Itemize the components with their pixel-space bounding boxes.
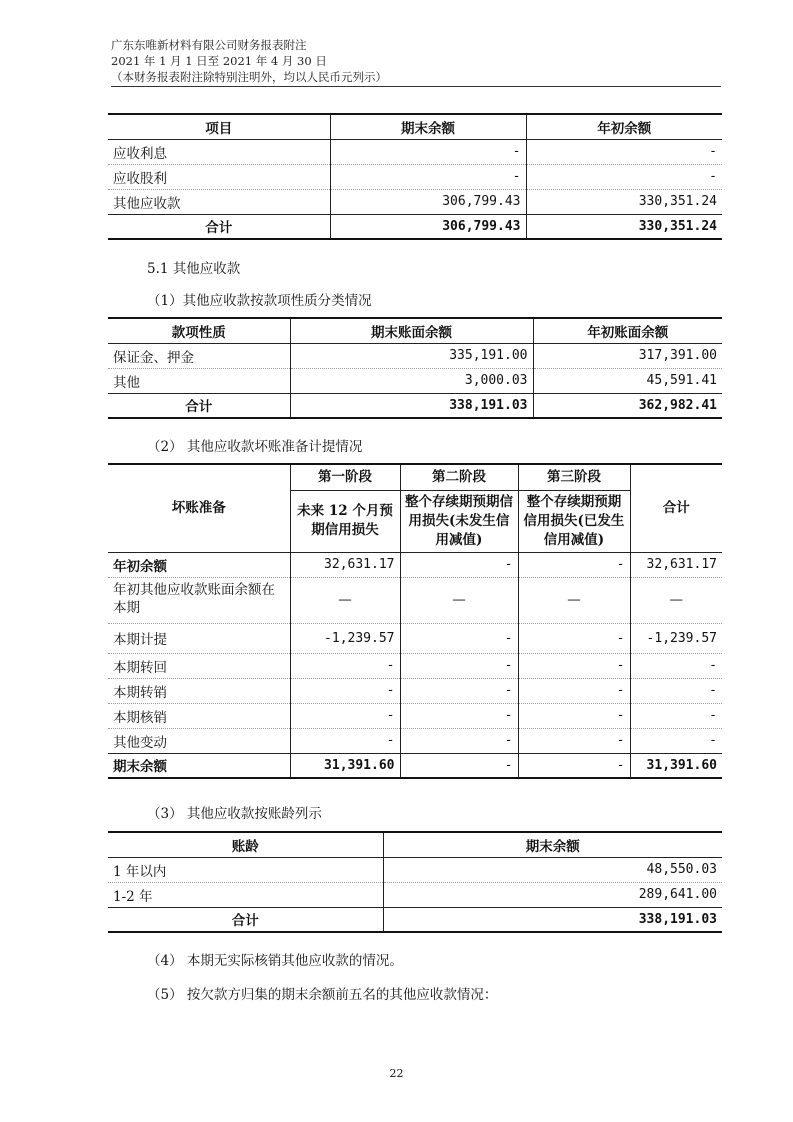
- table-row: [108, 189, 722, 214]
- row-label: 年初余额: [108, 552, 290, 577]
- table-row: [108, 552, 722, 577]
- stage2-value: —: [400, 577, 518, 623]
- opening-balance: -: [526, 164, 722, 189]
- bad-debt-provision-table: [108, 463, 722, 779]
- stage3-value: -: [518, 678, 630, 703]
- total-value: -: [630, 703, 722, 728]
- column-header: 年初账面余额: [533, 318, 722, 343]
- stage-header-row: [108, 464, 722, 490]
- column-header: 款项性质: [108, 318, 290, 343]
- stage1-value: —: [290, 577, 400, 623]
- stage1-value: -: [290, 728, 400, 753]
- table-total-row: [108, 214, 722, 239]
- total-label: 合计: [108, 393, 290, 418]
- table-row: [108, 139, 722, 164]
- section-title: 5.1 其他应收款: [147, 261, 241, 277]
- table-header-row: [108, 318, 722, 343]
- total-value: -: [630, 678, 722, 703]
- total-ending: 306,799.43: [330, 214, 526, 239]
- row-label: 保证金、押金: [108, 343, 290, 368]
- ending-balance: 48,550.03: [383, 857, 722, 882]
- total-label: 合计: [108, 214, 330, 239]
- ending-balance: -: [330, 164, 526, 189]
- row-label: 应收利息: [108, 139, 330, 164]
- opening-balance: -: [526, 139, 722, 164]
- ending-balance: 289,641.00: [383, 882, 722, 907]
- total-value: 31,391.60: [630, 753, 722, 778]
- stage3-value: -: [518, 653, 630, 678]
- total-value: -1,239.57: [630, 623, 722, 653]
- total-value: —: [630, 577, 722, 623]
- total-opening: 330,351.24: [526, 214, 722, 239]
- row-label: 本期核销: [108, 703, 290, 728]
- row-label: 应收股利: [108, 164, 330, 189]
- table-row: [108, 577, 722, 623]
- row-label: 期末余额: [108, 753, 290, 778]
- table-total-row: [108, 907, 722, 932]
- ending-book-balance: 3,000.03: [290, 368, 533, 393]
- total-value: -: [630, 728, 722, 753]
- row-label: 年初其他应收款账面余额在本期: [108, 577, 290, 623]
- ending-balance: -: [330, 139, 526, 164]
- stage3-description: 整个存续期预期信用损失(已发生信用减值): [518, 490, 630, 552]
- stage1-value: -: [290, 678, 400, 703]
- stage2-description: 整个存续期预期信用损失(未发生信用减值): [400, 490, 518, 552]
- ending-balance: 306,799.43: [330, 189, 526, 214]
- stage1-value: -: [290, 653, 400, 678]
- row-label: 本期计提: [108, 623, 290, 653]
- column-header: 账龄: [108, 832, 383, 857]
- table-row: [108, 678, 722, 703]
- column-header: 期末余额: [383, 832, 722, 857]
- table-row: [108, 882, 722, 907]
- stage2-value: -: [400, 753, 518, 778]
- stage2-value: -: [400, 623, 518, 653]
- aging-label: 1 年以内: [108, 857, 383, 882]
- table-row: [108, 728, 722, 753]
- stage3-value: -: [518, 728, 630, 753]
- stage3-value: -: [518, 623, 630, 653]
- stage1-value: 32,631.17: [290, 552, 400, 577]
- total-ending: 338,191.03: [383, 907, 722, 932]
- table-row: [108, 857, 722, 882]
- total-ending: 338,191.03: [290, 393, 533, 418]
- stage3-value: -: [518, 753, 630, 778]
- table-row: [108, 343, 722, 368]
- table-header-row: [108, 832, 722, 857]
- subsection-title-3: （3） 其他应收款按账龄列示: [147, 806, 322, 822]
- company-title: 广东东唯新材料有限公司财务报表附注: [111, 38, 307, 52]
- subsection-note-4: （4） 本期无实际核销其他应收款的情况。: [147, 953, 403, 969]
- stage2-value: -: [400, 703, 518, 728]
- aging-label: 1-2 年: [113, 888, 153, 905]
- stage2-value: -: [400, 653, 518, 678]
- aging-table: [108, 831, 722, 933]
- page-header: [111, 37, 387, 85]
- total-value: 32,631.17: [630, 552, 722, 577]
- subsection-note-5: （5） 按欠款方归集的期末余额前五名的其他应收款情况：: [147, 987, 498, 1003]
- opening-book-balance: 317,391.00: [533, 343, 722, 368]
- subsection-title-1: （1）其他应收款按款项性质分类情况: [147, 293, 372, 309]
- column-header: 年初余额: [526, 114, 722, 139]
- total-header: 合计: [630, 464, 722, 552]
- table-total-row: [108, 393, 722, 418]
- stage2-header: 第二阶段: [400, 464, 518, 490]
- row-label: 其他应收款: [113, 195, 181, 212]
- receivables-by-nature-table: [108, 317, 722, 419]
- row-label: 其他: [113, 374, 140, 391]
- row-label: 本期转回: [108, 653, 290, 678]
- header-divider: [111, 86, 721, 87]
- column-header: 期末账面余额: [290, 318, 533, 343]
- report-period: 2021 年 1 月 1 日至 2021 年 4 月 30 日: [111, 54, 327, 68]
- table-row: [108, 703, 722, 728]
- stage1-description: 未来 12 个月预期信用损失: [290, 490, 400, 552]
- ending-book-balance: 335,191.00: [290, 343, 533, 368]
- column-header: 项目: [108, 114, 330, 139]
- total-value: -: [630, 653, 722, 678]
- receivables-summary-table: [108, 113, 722, 240]
- table-row: [108, 623, 722, 653]
- stage3-value: —: [518, 577, 630, 623]
- column-header: 期末余额: [330, 114, 526, 139]
- provision-header: 坏账准备: [108, 464, 290, 552]
- stage1-header: 第一阶段: [290, 464, 400, 490]
- table-row: [108, 368, 722, 393]
- stage3-header: 第三阶段: [518, 464, 630, 490]
- opening-balance: 330,351.24: [526, 189, 722, 214]
- currency-note: （本财务报表附注除特别注明外，均以人民币元列示）: [111, 70, 387, 84]
- table-total-row: [108, 753, 722, 778]
- stage1-value: -1,239.57: [290, 623, 400, 653]
- total-opening: 362,982.41: [533, 393, 722, 418]
- stage2-value: -: [400, 728, 518, 753]
- total-label: 合计: [108, 907, 383, 932]
- subsection-title-2: （2） 其他应收款坏账准备计提情况: [147, 439, 363, 455]
- row-label: 本期转销: [108, 678, 290, 703]
- opening-book-balance: 45,591.41: [533, 368, 722, 393]
- stage3-value: -: [518, 703, 630, 728]
- stage2-value: -: [400, 678, 518, 703]
- row-label: 其他变动: [113, 734, 167, 751]
- stage1-value: 31,391.60: [290, 753, 400, 778]
- table-row: [108, 653, 722, 678]
- page-number: 22: [389, 1067, 404, 1080]
- table-row: [108, 164, 722, 189]
- stage1-value: -: [290, 703, 400, 728]
- stage3-value: -: [518, 552, 630, 577]
- stage2-value: -: [400, 552, 518, 577]
- table-header-row: [108, 114, 722, 139]
